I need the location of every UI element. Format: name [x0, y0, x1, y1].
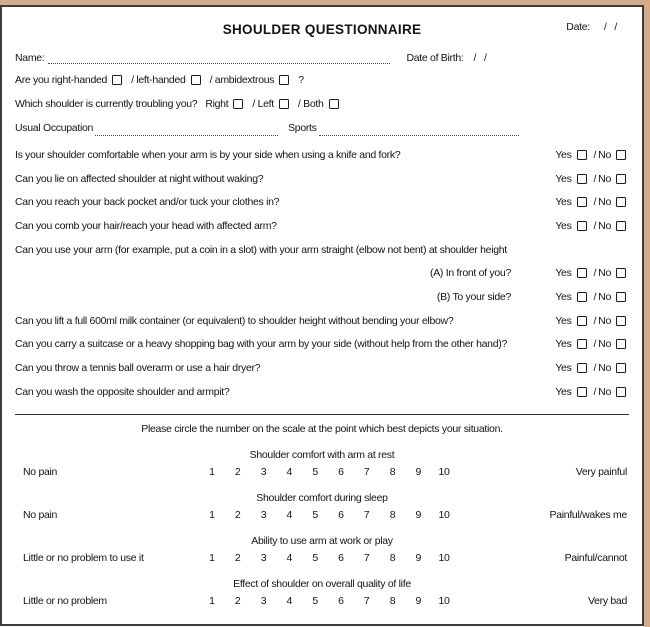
yes-checkbox[interactable]	[577, 339, 587, 349]
scale-numbers	[199, 552, 457, 564]
left-shoulder-checkbox[interactable]	[279, 99, 289, 109]
question-text: Can you use your arm (for example, put a coin in a slot) with your arm straight (elbow not bent) at shoulder height	[15, 243, 507, 256]
scale-number[interactable]: 7	[363, 552, 370, 565]
yes-label: Yes	[555, 290, 572, 303]
ambidextrous-label: / ambidextrous	[209, 74, 275, 86]
occupation-label: Usual Occupation	[15, 122, 94, 134]
no-checkbox[interactable]	[616, 363, 626, 373]
sub-question-text: (A) In front of you?	[430, 267, 511, 280]
scale-number[interactable]: 10	[438, 552, 450, 565]
scale-number[interactable]: 7	[363, 595, 370, 608]
scale-number[interactable]: 4	[286, 509, 293, 522]
scale-number[interactable]: 6	[338, 466, 344, 479]
question-row	[15, 190, 629, 214]
yes-no-group	[555, 220, 629, 232]
yes-checkbox[interactable]	[577, 363, 587, 373]
no-checkbox[interactable]	[616, 221, 626, 231]
scale-number[interactable]: 3	[260, 595, 267, 608]
scale-number[interactable]: 10	[438, 595, 450, 608]
scale-number[interactable]: 10	[438, 466, 450, 479]
sub-question-text: (B) To your side?	[436, 290, 511, 303]
scale-row	[15, 464, 629, 481]
scale-number[interactable]: 6	[338, 552, 344, 565]
handedness-row	[15, 68, 629, 92]
slash-separator: /	[593, 338, 597, 351]
question-text: Can you reach your back pocket and/or tuck your clothes in?	[15, 196, 280, 209]
slash-separator: /	[593, 362, 597, 375]
no-checkbox[interactable]	[616, 268, 626, 278]
yes-checkbox[interactable]	[577, 292, 587, 302]
scale-title: Effect of shoulder on overall quality of life	[233, 577, 411, 590]
scale-number[interactable]: 1	[209, 595, 215, 608]
yes-no-group	[555, 267, 629, 279]
question-row	[15, 356, 629, 380]
scale-instruction: Please circle the number on the scale at the point which best depicts your situation.	[141, 422, 503, 435]
yes-label: Yes	[555, 219, 572, 232]
no-label: No	[598, 338, 611, 351]
scale-title: Shoulder comfort during sleep	[256, 491, 388, 504]
both-shoulders-label: / Both	[297, 98, 324, 110]
dob-field[interactable]: / /	[473, 52, 487, 64]
scale-number[interactable]: 7	[363, 509, 370, 522]
slash-separator: /	[593, 290, 597, 303]
yes-checkbox[interactable]	[577, 268, 587, 278]
slash-separator: /	[593, 314, 597, 327]
header-row	[15, 19, 629, 39]
scale-number[interactable]: 4	[286, 466, 293, 479]
date-label: Date:	[566, 21, 590, 33]
right-handed-checkbox[interactable]	[112, 75, 122, 85]
scale-number[interactable]: 6	[338, 595, 344, 608]
no-label: No	[598, 267, 611, 280]
no-label: No	[598, 219, 611, 232]
yes-label: Yes	[555, 314, 572, 327]
yes-label: Yes	[555, 267, 572, 280]
scale-number[interactable]: 9	[415, 595, 422, 608]
question-row	[15, 309, 629, 333]
troubling-shoulder-row	[15, 92, 629, 116]
yes-label: Yes	[555, 385, 572, 398]
no-checkbox[interactable]	[616, 387, 626, 397]
name-row	[15, 48, 629, 68]
scale-number[interactable]: 5	[312, 595, 318, 608]
scale-number[interactable]: 10	[438, 509, 450, 522]
scale-number[interactable]: 9	[415, 552, 422, 565]
scale-number[interactable]: 1	[209, 509, 215, 522]
question-row	[15, 380, 629, 404]
right-shoulder-label: Right	[205, 98, 229, 110]
question-row	[15, 238, 629, 262]
ambidextrous-checkbox[interactable]	[279, 75, 289, 85]
yes-no-group	[555, 291, 629, 303]
scale-row	[15, 507, 629, 524]
no-label: No	[598, 385, 611, 398]
yes-label: Yes	[555, 362, 572, 375]
question-text: Can you throw a tennis ball overarm or use a hair dryer?	[15, 362, 261, 375]
yes-no-group	[555, 173, 629, 185]
scale-left-anchor: Little or no problem	[23, 595, 107, 608]
yes-label: Yes	[555, 196, 572, 209]
questionnaire-page	[0, 5, 644, 626]
scale-number[interactable]: 5	[312, 552, 318, 565]
no-label: No	[598, 196, 611, 209]
no-label: No	[598, 314, 611, 327]
left-handed-label: / left-handed	[131, 74, 186, 86]
question-text: Can you wash the opposite shoulder and armpit?	[15, 385, 230, 398]
no-checkbox[interactable]	[616, 292, 626, 302]
scale-block-quality-of-life	[15, 578, 629, 610]
scale-right-anchor: Painful/wakes me	[549, 509, 627, 522]
yes-label: Yes	[555, 172, 572, 185]
scale-right-anchor: Very bad	[587, 595, 627, 608]
no-checkbox[interactable]	[616, 197, 626, 207]
question-row	[15, 143, 629, 167]
yes-checkbox[interactable]	[577, 150, 587, 160]
scale-number[interactable]: 2	[234, 509, 241, 522]
scan-edge-right	[644, 0, 650, 627]
left-shoulder-label: / Left	[252, 98, 274, 110]
no-label: No	[598, 362, 611, 375]
yes-label: Yes	[555, 338, 572, 351]
slash-separator: /	[593, 196, 597, 209]
scale-number[interactable]: 4	[286, 552, 293, 565]
name-label: Name:	[15, 52, 45, 64]
question-row	[15, 214, 629, 238]
scale-number[interactable]: 9	[415, 509, 422, 522]
question-text: Is your shoulder comfortable when your arm is by your side when using a knife and fork?	[15, 148, 401, 161]
scale-number[interactable]: 4	[286, 595, 293, 608]
question-row	[15, 167, 629, 191]
yes-label: Yes	[555, 148, 572, 161]
scale-number[interactable]: 2	[234, 466, 241, 479]
date-slashes: / /	[603, 21, 617, 33]
scale-number[interactable]: 5	[312, 509, 318, 522]
name-input-line[interactable]	[48, 63, 390, 64]
date-field[interactable]	[566, 21, 617, 33]
yes-checkbox[interactable]	[577, 316, 587, 326]
yes-checkbox[interactable]	[577, 174, 587, 184]
scale-number[interactable]: 3	[260, 466, 267, 479]
occupation-input-line[interactable]	[95, 135, 278, 136]
scale-number[interactable]: 2	[234, 552, 241, 565]
right-shoulder-checkbox[interactable]	[233, 99, 243, 109]
question-text: Can you lift a full 600ml milk container (or equivalent) to shoulder height without bending your elbow?	[15, 314, 454, 327]
handedness-question: Are you right-handed	[15, 74, 108, 86]
no-label: No	[598, 148, 611, 161]
scale-left-anchor: No pain	[23, 509, 58, 522]
scale-right-anchor: Painful/cannot	[564, 552, 627, 565]
scale-left-anchor: No pain	[23, 466, 58, 479]
scale-title: Ability to use arm at work or play	[251, 534, 393, 547]
sports-label: Sports	[288, 122, 317, 134]
yes-no-group	[555, 362, 629, 374]
slash-separator: /	[593, 148, 597, 161]
yes-no-question-list	[15, 143, 629, 404]
scale-row	[15, 550, 629, 567]
scale-number[interactable]: 1	[209, 466, 215, 479]
question-text: Can you carry a suitcase or a heavy shopping bag with your arm by your side (without help from the other hand)?	[15, 338, 507, 351]
page-title: SHOULDER QUESTIONNAIRE	[222, 21, 422, 37]
scale-number[interactable]: 1	[209, 552, 215, 565]
both-shoulders-checkbox[interactable]	[329, 99, 339, 109]
question-row	[15, 333, 629, 357]
handedness-question-mark: ?	[298, 74, 304, 86]
yes-checkbox[interactable]	[577, 221, 587, 231]
left-handed-checkbox[interactable]	[191, 75, 201, 85]
scale-left-anchor: Little or no problem to use it	[23, 552, 144, 565]
scale-number[interactable]: 6	[338, 509, 344, 522]
scale-numbers	[199, 509, 457, 521]
slash-separator: /	[593, 267, 597, 280]
scale-numbers	[199, 595, 457, 607]
scale-number[interactable]: 8	[389, 595, 396, 608]
yes-no-group	[555, 338, 629, 350]
slash-separator: /	[593, 219, 597, 232]
dob-label: Date of Birth:	[406, 52, 464, 64]
sub-question-row	[15, 261, 629, 285]
scale-right-anchor: Very painful	[575, 466, 627, 479]
no-checkbox[interactable]	[616, 150, 626, 160]
scale-number[interactable]: 2	[234, 595, 241, 608]
question-text: Can you comb your hair/reach your head with affected arm?	[15, 219, 277, 232]
yes-checkbox[interactable]	[577, 197, 587, 207]
section-divider	[15, 414, 629, 415]
scale-number[interactable]: 8	[389, 509, 396, 522]
scale-block-during-sleep	[15, 492, 629, 524]
no-label: No	[598, 290, 611, 303]
slash-separator: /	[593, 172, 597, 185]
no-checkbox[interactable]	[616, 339, 626, 349]
scale-number[interactable]: 8	[389, 466, 396, 479]
question-text: Can you lie on affected shoulder at night without waking?	[15, 172, 264, 185]
scale-number[interactable]: 3	[260, 509, 267, 522]
yes-checkbox[interactable]	[577, 387, 587, 397]
sports-input-line[interactable]	[319, 135, 519, 136]
yes-no-group	[555, 386, 629, 398]
scale-title: Shoulder comfort with arm at rest	[249, 448, 395, 461]
scale-number[interactable]: 9	[415, 466, 422, 479]
sub-question-row	[15, 285, 629, 309]
scale-numbers	[199, 466, 457, 478]
no-label: No	[598, 172, 611, 185]
scale-block-arm-at-rest	[15, 449, 629, 481]
yes-no-group	[555, 315, 629, 327]
no-checkbox[interactable]	[616, 316, 626, 326]
scale-number[interactable]: 8	[389, 552, 396, 565]
troubling-shoulder-question: Which shoulder is currently troubling you?	[15, 98, 198, 110]
yes-no-group	[555, 196, 629, 208]
occupation-row	[15, 116, 629, 140]
scale-number[interactable]: 7	[363, 466, 370, 479]
slash-separator: /	[593, 385, 597, 398]
no-checkbox[interactable]	[616, 174, 626, 184]
scale-row	[15, 593, 629, 610]
scale-number[interactable]: 5	[312, 466, 318, 479]
scale-block-work-or-play	[15, 535, 629, 567]
yes-no-group	[555, 149, 629, 161]
scale-number[interactable]: 3	[260, 552, 267, 565]
